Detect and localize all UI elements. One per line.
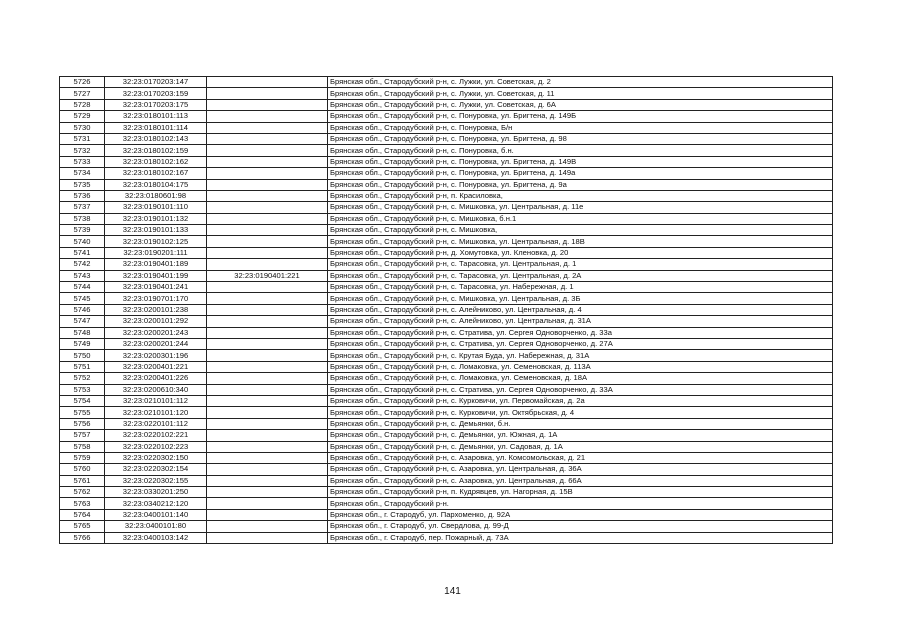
- previous-cadastral-number-cell: [207, 475, 328, 486]
- cadastral-number-cell: 32:23:0190401:241: [105, 282, 207, 293]
- row-number-cell: 5764: [60, 509, 105, 520]
- row-number-cell: 5752: [60, 373, 105, 384]
- previous-cadastral-number-cell: [207, 361, 328, 372]
- previous-cadastral-number-cell: [207, 145, 328, 156]
- cadastral-number-cell: 32:23:0190201:111: [105, 247, 207, 258]
- table-row: [60, 99, 833, 110]
- address-cell: Брянская обл., Стародубский р-н, с. Крутая Буда, ул. Набережная, д. 31А: [328, 350, 833, 361]
- cadastral-number-cell: 32:23:0190401:199: [105, 270, 207, 281]
- previous-cadastral-number-cell: [207, 498, 328, 509]
- row-number-cell: 5732: [60, 145, 105, 156]
- row-number-cell: 5748: [60, 327, 105, 338]
- table-row: [60, 407, 833, 418]
- cadastral-number-cell: 32:23:0190701:170: [105, 293, 207, 304]
- table-row: [60, 77, 833, 88]
- cadastral-number-cell: 32:23:0200101:238: [105, 304, 207, 315]
- row-number-cell: 5735: [60, 179, 105, 190]
- address-cell: Брянская обл., г. Стародуб, ул. Свердлова, д. 99-Д: [328, 521, 833, 532]
- table-row: [60, 213, 833, 224]
- previous-cadastral-number-cell: [207, 521, 328, 532]
- address-cell: Брянская обл., Стародубский р-н, с. Понуровка, ул. Бригтена, д. 149В: [328, 156, 833, 167]
- previous-cadastral-number-cell: [207, 179, 328, 190]
- table-row: [60, 521, 833, 532]
- cadastral-number-cell: 32:23:0170203:147: [105, 77, 207, 88]
- row-number-cell: 5759: [60, 452, 105, 463]
- previous-cadastral-number-cell: [207, 213, 328, 224]
- row-number-cell: 5765: [60, 521, 105, 532]
- address-cell: Брянская обл., Стародубский р-н, с. Мишковка, ул. Центральная, д. 11е: [328, 202, 833, 213]
- address-cell: Брянская обл., Стародубский р-н, с. Алейниково, ул. Центральная, д. 4: [328, 304, 833, 315]
- row-number-cell: 5738: [60, 213, 105, 224]
- cadastral-number-cell: 32:23:0340212:120: [105, 498, 207, 509]
- table-row: [60, 145, 833, 156]
- previous-cadastral-number-cell: [207, 225, 328, 236]
- row-number-cell: 5744: [60, 282, 105, 293]
- table-row: [60, 373, 833, 384]
- table-row: [60, 475, 833, 486]
- address-cell: Брянская обл., Стародубский р-н, с. Мишковка, б.н.1: [328, 213, 833, 224]
- previous-cadastral-number-cell: 32:23:0190401:221: [207, 270, 328, 281]
- table-row: [60, 395, 833, 406]
- table-row: [60, 282, 833, 293]
- previous-cadastral-number-cell: [207, 99, 328, 110]
- previous-cadastral-number-cell: [207, 282, 328, 293]
- row-number-cell: 5730: [60, 122, 105, 133]
- table-row: [60, 304, 833, 315]
- previous-cadastral-number-cell: [207, 88, 328, 99]
- address-cell: Брянская обл., Стародубский р-н, с. Понуровка, ул. Бригтена, д. 98: [328, 133, 833, 144]
- row-number-cell: 5729: [60, 111, 105, 122]
- cadastral-number-cell: 32:23:0200201:243: [105, 327, 207, 338]
- row-number-cell: 5761: [60, 475, 105, 486]
- table-row: [60, 509, 833, 520]
- cadastral-number-cell: 32:23:0220302:155: [105, 475, 207, 486]
- previous-cadastral-number-cell: [207, 384, 328, 395]
- address-cell: Брянская обл., Стародубский р-н, с. Демьянки, ул. Южная, д. 1А: [328, 430, 833, 441]
- table-row: [60, 179, 833, 190]
- cadastral-number-cell: 32:23:0400101:80: [105, 521, 207, 532]
- previous-cadastral-number-cell: [207, 350, 328, 361]
- address-cell: Брянская обл., Стародубский р-н, с. Демьянки, б.н.: [328, 418, 833, 429]
- previous-cadastral-number-cell: [207, 316, 328, 327]
- address-cell: Брянская обл., Стародубский р-н, с. Тарасовка, ул. Центральная, д. 2А: [328, 270, 833, 281]
- table-row: [60, 156, 833, 167]
- row-number-cell: 5737: [60, 202, 105, 213]
- cadastral-number-cell: 32:23:0330201:250: [105, 487, 207, 498]
- cadastral-number-cell: 32:23:0200201:244: [105, 338, 207, 349]
- address-cell: Брянская обл., Стародубский р-н, с. Тарасовка, ул. Набережная, д. 1: [328, 282, 833, 293]
- cadastral-number-cell: 32:23:0190102:125: [105, 236, 207, 247]
- previous-cadastral-number-cell: [207, 133, 328, 144]
- previous-cadastral-number-cell: [207, 373, 328, 384]
- table-row: [60, 122, 833, 133]
- row-number-cell: 5766: [60, 532, 105, 543]
- row-number-cell: 5740: [60, 236, 105, 247]
- table-row: [60, 430, 833, 441]
- cadastral-number-cell: 32:23:0210101:112: [105, 395, 207, 406]
- address-cell: Брянская обл., Стародубский р-н, с. Стратива, ул. Сергея Одноворченко, д. 27А: [328, 338, 833, 349]
- table-row: [60, 259, 833, 270]
- address-cell: Брянская обл., Стародубский р-н, с. Мишковка, ул. Центральная, д. 3Б: [328, 293, 833, 304]
- row-number-cell: 5741: [60, 247, 105, 258]
- address-cell: Брянская обл., г. Стародуб, пер. Пожарный, д. 73А: [328, 532, 833, 543]
- address-cell: Брянская обл., Стародубский р-н, с. Стратива, ул. Сергея Одноворченко, д. 33а: [328, 327, 833, 338]
- address-cell: Брянская обл., Стародубский р-н, с. Азаровка, ул. Комсомольская, д. 21: [328, 452, 833, 463]
- table-row: [60, 418, 833, 429]
- cadastral-number-cell: 32:23:0190101:110: [105, 202, 207, 213]
- row-number-cell: 5743: [60, 270, 105, 281]
- table-row: [60, 487, 833, 498]
- table-row: [60, 247, 833, 258]
- row-number-cell: 5763: [60, 498, 105, 509]
- row-number-cell: 5758: [60, 441, 105, 452]
- address-cell: Брянская обл., Стародубский р-н, с. Понуровка, ул. Бригтена, д. 149а: [328, 168, 833, 179]
- table-row: [60, 111, 833, 122]
- previous-cadastral-number-cell: [207, 487, 328, 498]
- cadastral-number-cell: 32:23:0220302:150: [105, 452, 207, 463]
- address-cell: Брянская обл., Стародубский р-н, с. Понуровка, ул. Бригтена, д. 149Б: [328, 111, 833, 122]
- row-number-cell: 5745: [60, 293, 105, 304]
- previous-cadastral-number-cell: [207, 441, 328, 452]
- previous-cadastral-number-cell: [207, 395, 328, 406]
- cadastral-number-cell: 32:23:0180102:162: [105, 156, 207, 167]
- cadastral-number-cell: 32:23:0170203:159: [105, 88, 207, 99]
- row-number-cell: 5756: [60, 418, 105, 429]
- registry-table: [59, 76, 833, 544]
- row-number-cell: 5736: [60, 190, 105, 201]
- row-number-cell: 5762: [60, 487, 105, 498]
- cadastral-number-cell: 32:23:0210101:120: [105, 407, 207, 418]
- row-number-cell: 5749: [60, 338, 105, 349]
- address-cell: Брянская обл., Стародубский р-н, с. Курковичи, ул. Октябрьская, д. 4: [328, 407, 833, 418]
- cadastral-number-cell: 32:23:0200401:226: [105, 373, 207, 384]
- previous-cadastral-number-cell: [207, 247, 328, 258]
- table-row: [60, 441, 833, 452]
- address-cell: Брянская обл., г. Стародуб, ул. Пархоменко, д. 92А: [328, 509, 833, 520]
- previous-cadastral-number-cell: [207, 293, 328, 304]
- table-row: [60, 236, 833, 247]
- address-cell: Брянская обл., Стародубский р-н, с. Лужки, ул. Советская, д. 6А: [328, 99, 833, 110]
- row-number-cell: 5751: [60, 361, 105, 372]
- address-cell: Брянская обл., Стародубский р-н, с. Ломаковка, ул. Семеновская, д. 18А: [328, 373, 833, 384]
- previous-cadastral-number-cell: [207, 122, 328, 133]
- table-row: [60, 338, 833, 349]
- address-cell: Брянская обл., Стародубский р-н, с. Лужки, ул. Советская, д. 11: [328, 88, 833, 99]
- previous-cadastral-number-cell: [207, 418, 328, 429]
- table-row: [60, 316, 833, 327]
- row-number-cell: 5742: [60, 259, 105, 270]
- cadastral-number-cell: 32:23:0180101:113: [105, 111, 207, 122]
- address-cell: Брянская обл., Стародубский р-н, с. Мишковка,: [328, 225, 833, 236]
- address-cell: Брянская обл., Стародубский р-н, с. Азаровка, ул. Центральная, д. 36А: [328, 464, 833, 475]
- address-cell: Брянская обл., Стародубский р-н, с. Алейниково, ул. Центральная, д. 31А: [328, 316, 833, 327]
- table-row: [60, 464, 833, 475]
- cadastral-number-cell: 32:23:0200101:292: [105, 316, 207, 327]
- address-cell: Брянская обл., Стародубский р-н, п. Кудрявцев, ул. Нагорная, д. 15В: [328, 487, 833, 498]
- cadastral-number-cell: 32:23:0180102:143: [105, 133, 207, 144]
- previous-cadastral-number-cell: [207, 338, 328, 349]
- table-row: [60, 225, 833, 236]
- row-number-cell: 5755: [60, 407, 105, 418]
- row-number-cell: 5747: [60, 316, 105, 327]
- table-row: [60, 384, 833, 395]
- address-cell: Брянская обл., Стародубский р-н, п. Красиловка,: [328, 190, 833, 201]
- cadastral-number-cell: 32:23:0400101:140: [105, 509, 207, 520]
- cadastral-number-cell: 32:23:0220101:112: [105, 418, 207, 429]
- table-row: [60, 133, 833, 144]
- address-cell: Брянская обл., Стародубский р-н, с. Понуровка, б.н.: [328, 145, 833, 156]
- cadastral-number-cell: 32:23:0190101:132: [105, 213, 207, 224]
- previous-cadastral-number-cell: [207, 259, 328, 270]
- address-cell: Брянская обл., Стародубский р-н.: [328, 498, 833, 509]
- previous-cadastral-number-cell: [207, 304, 328, 315]
- cadastral-number-cell: 32:23:0180101:114: [105, 122, 207, 133]
- previous-cadastral-number-cell: [207, 168, 328, 179]
- address-cell: Брянская обл., Стародубский р-н, с. Курковичи, ул. Первомайская, д. 2а: [328, 395, 833, 406]
- table-row: [60, 532, 833, 543]
- cadastral-number-cell: 32:23:0220302:154: [105, 464, 207, 475]
- address-cell: Брянская обл., Стародубский р-н, д. Хомутовка, ул. Кленовка, д. 20: [328, 247, 833, 258]
- row-number-cell: 5739: [60, 225, 105, 236]
- address-cell: Брянская обл., Стародубский р-н, с. Лужки, ул. Советская, д. 2: [328, 77, 833, 88]
- previous-cadastral-number-cell: [207, 430, 328, 441]
- cadastral-number-cell: 32:23:0200301:196: [105, 350, 207, 361]
- previous-cadastral-number-cell: [207, 407, 328, 418]
- cadastral-number-cell: 32:23:0400103:142: [105, 532, 207, 543]
- cadastral-number-cell: 32:23:0190101:133: [105, 225, 207, 236]
- cadastral-number-cell: 32:23:0170203:175: [105, 99, 207, 110]
- address-cell: Брянская обл., Стародубский р-н, с. Стратива, ул. Сергея Одноворченко, д. 33А: [328, 384, 833, 395]
- table-row: [60, 350, 833, 361]
- row-number-cell: 5760: [60, 464, 105, 475]
- table-row: [60, 88, 833, 99]
- row-number-cell: 5727: [60, 88, 105, 99]
- table-row: [60, 327, 833, 338]
- address-cell: Брянская обл., Стародубский р-н, с. Понуровка, ул. Бригтена, д. 9а: [328, 179, 833, 190]
- table-row: [60, 190, 833, 201]
- cadastral-number-cell: 32:23:0200610:340: [105, 384, 207, 395]
- previous-cadastral-number-cell: [207, 464, 328, 475]
- cadastral-number-cell: 32:23:0220102:221: [105, 430, 207, 441]
- address-cell: Брянская обл., Стародубский р-н, с. Мишковка, ул. Центральная, д. 18В: [328, 236, 833, 247]
- address-cell: Брянская обл., Стародубский р-н, с. Понуровка, Б/н: [328, 122, 833, 133]
- previous-cadastral-number-cell: [207, 452, 328, 463]
- previous-cadastral-number-cell: [207, 509, 328, 520]
- address-cell: Брянская обл., Стародубский р-н, с. Азаровка, ул. Центральная, д. 66А: [328, 475, 833, 486]
- row-number-cell: 5734: [60, 168, 105, 179]
- row-number-cell: 5750: [60, 350, 105, 361]
- row-number-cell: 5728: [60, 99, 105, 110]
- cadastral-number-cell: 32:23:0220102:223: [105, 441, 207, 452]
- cadastral-number-cell: 32:23:0180102:167: [105, 168, 207, 179]
- previous-cadastral-number-cell: [207, 190, 328, 201]
- previous-cadastral-number-cell: [207, 77, 328, 88]
- table-row: [60, 452, 833, 463]
- row-number-cell: 5726: [60, 77, 105, 88]
- registry-table-body: [60, 77, 833, 544]
- row-number-cell: 5746: [60, 304, 105, 315]
- previous-cadastral-number-cell: [207, 111, 328, 122]
- table-row: [60, 270, 833, 281]
- page-number: 141: [444, 586, 461, 597]
- table-row: [60, 202, 833, 213]
- cadastral-number-cell: 32:23:0190401:189: [105, 259, 207, 270]
- address-cell: Брянская обл., Стародубский р-н, с. Ломаковка, ул. Семеновская, д. 113А: [328, 361, 833, 372]
- previous-cadastral-number-cell: [207, 327, 328, 338]
- cadastral-number-cell: 32:23:0180104:175: [105, 179, 207, 190]
- address-cell: Брянская обл., Стародубский р-н, с. Тарасовка, ул. Центральная, д. 1: [328, 259, 833, 270]
- table-row: [60, 293, 833, 304]
- address-cell: Брянская обл., Стародубский р-н, с. Демьянки, ул. Садовая, д. 1А: [328, 441, 833, 452]
- row-number-cell: 5754: [60, 395, 105, 406]
- table-row: [60, 498, 833, 509]
- row-number-cell: 5753: [60, 384, 105, 395]
- previous-cadastral-number-cell: [207, 532, 328, 543]
- cadastral-number-cell: 32:23:0180601:98: [105, 190, 207, 201]
- previous-cadastral-number-cell: [207, 236, 328, 247]
- cadastral-number-cell: 32:23:0180102:159: [105, 145, 207, 156]
- cadastral-number-cell: 32:23:0200401:221: [105, 361, 207, 372]
- previous-cadastral-number-cell: [207, 156, 328, 167]
- table-row: [60, 168, 833, 179]
- previous-cadastral-number-cell: [207, 202, 328, 213]
- table-row: [60, 361, 833, 372]
- row-number-cell: 5757: [60, 430, 105, 441]
- row-number-cell: 5731: [60, 133, 105, 144]
- row-number-cell: 5733: [60, 156, 105, 167]
